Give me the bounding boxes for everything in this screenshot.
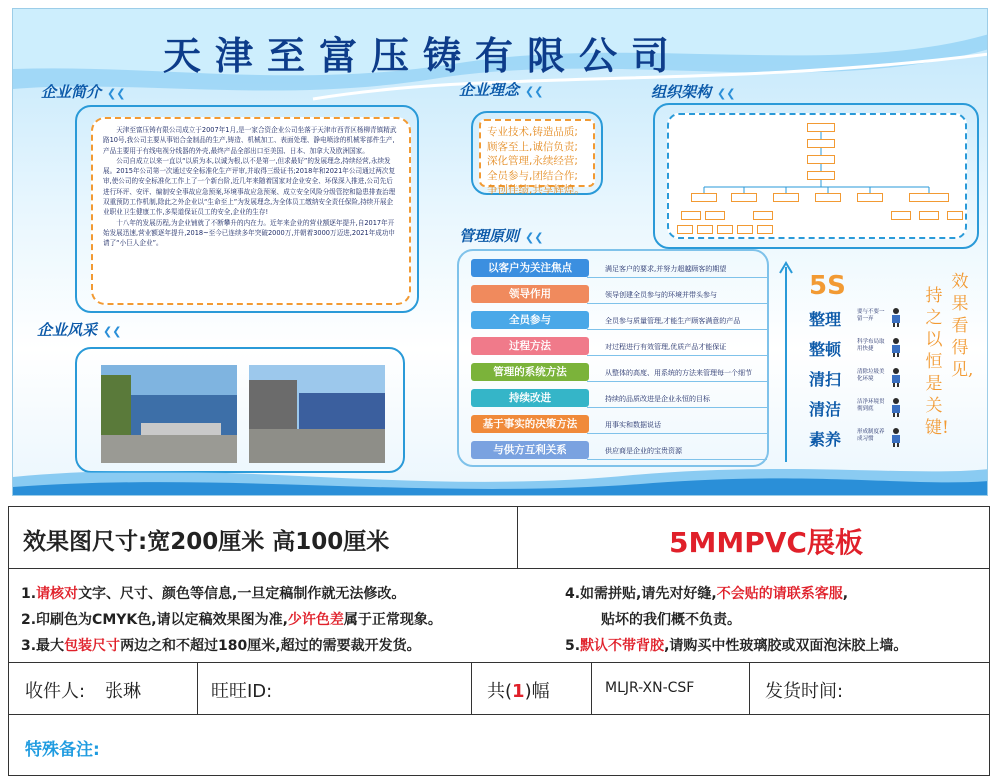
- fives-item-name: 清扫: [809, 370, 842, 389]
- footer-wave: [13, 457, 988, 496]
- fives-item-name: 素养: [809, 430, 842, 449]
- note-2: 2.印刷色为CMYK色,请以定稿效果图为准,少许色差属于正常现象。: [21, 612, 442, 628]
- size-text: 效果图尺寸:宽200厘米 高100厘米: [23, 529, 390, 555]
- principle-underline: [587, 303, 767, 304]
- divider: [749, 663, 750, 715]
- fives-item-desc: 要与不要一留一弃: [857, 309, 885, 322]
- slogan-right: 效果看得见,: [951, 272, 974, 380]
- principles-frame: [457, 249, 769, 467]
- principle-desc: 从整体的高度、用系统的方法来管理每一个细节: [605, 369, 752, 377]
- copies: 共(1)幅: [487, 681, 550, 702]
- principle-label: 基于事实的决策方法: [471, 415, 589, 433]
- principle-label: 领导作用: [471, 285, 589, 303]
- philosophy-line: 争创佳绩,共享辉煌。: [487, 184, 585, 196]
- recipient-value: 张琳: [105, 681, 141, 702]
- material-text: 5MMPVC展板: [669, 526, 863, 559]
- note-5: 5.默认不带背胶,请购买中性玻璃胶或双面泡沫胶上墙。: [565, 638, 908, 654]
- principle-underline: [587, 277, 767, 278]
- philosophy-line: 深化管理,永续经营;: [487, 155, 578, 167]
- principle-desc: 持续的品质改进是企业永恒的目标: [605, 395, 710, 403]
- fives-item-desc: 清除垃圾美化环境: [857, 369, 885, 382]
- principle-label: 持续改进: [471, 389, 589, 407]
- fives-title: 5S: [809, 271, 846, 301]
- principle-underline: [587, 381, 767, 382]
- principle-underline: [587, 433, 767, 434]
- wangwang-label: 旺旺ID:: [211, 681, 273, 702]
- philosophy-line: 专业技术,铸造品质;: [487, 126, 578, 138]
- factory-photo-2: [249, 365, 385, 463]
- worker-icon: [889, 427, 903, 447]
- fives-item-desc: 洁净环境贯彻到底: [857, 399, 885, 412]
- notes-block: [9, 569, 989, 663]
- company-title: 天津至富压铸有限公司: [163, 33, 684, 78]
- principle-desc: 用事实和数据说话: [605, 421, 661, 429]
- fives-item-name: 整理: [809, 310, 842, 329]
- fives-item-name: 整顿: [809, 340, 842, 359]
- philosophy-box: [479, 119, 595, 196]
- principle-label: 管理的系统方法: [471, 363, 589, 381]
- divider: [471, 663, 472, 715]
- principle-underline: [587, 355, 767, 356]
- principle-label: 全员参与: [471, 311, 589, 329]
- section-philosophy-title: 企业理念 ❮❮: [459, 81, 544, 99]
- worker-icon: [889, 397, 903, 417]
- worker-icon: [889, 337, 903, 357]
- section-intro-title: 企业简介 ❮❮: [41, 83, 126, 101]
- principle-desc: 供应商是企业的宝贵资源: [605, 447, 682, 455]
- display-board: [12, 8, 988, 496]
- principle-underline: [587, 329, 767, 330]
- org-connectors: [669, 115, 969, 241]
- philosophy-line: 顾客至上,诚信负责;: [487, 140, 578, 153]
- slogan-left: 持之以恒是关键!: [925, 286, 949, 438]
- fives-item-desc: 形成制度养成习惯: [857, 429, 885, 442]
- note-3: 3.最大包装尺寸两边之和不超过180厘米,超过的需要裁开发货。: [21, 638, 421, 654]
- principle-label: 以客户为关注焦点: [471, 259, 589, 277]
- principle-desc: 全员参与质量管理,才能生产顾客满意的产品: [605, 317, 741, 325]
- principle-label: 与供方互利关系: [471, 441, 589, 459]
- factory-photo-1: [101, 365, 237, 463]
- note-4-cont: 贴坏的我们概不负责。: [601, 612, 741, 628]
- fives-item-desc: 科学布局取用快捷: [857, 339, 885, 352]
- fives-item-name: 清洁: [809, 400, 842, 419]
- worker-icon: [889, 307, 903, 327]
- principle-desc: 领导创建全员参与的环境并带头参与: [605, 291, 717, 299]
- order-info: [8, 506, 990, 776]
- ship-time-label: 发货时间:: [765, 681, 844, 702]
- divider: [197, 663, 198, 715]
- arrow-up-icon: [777, 257, 795, 467]
- principle-underline: [587, 407, 767, 408]
- section-org-title: 组织架构 ❮❮: [651, 83, 736, 101]
- section-style-title: 企业风采 ❮❮: [37, 321, 122, 339]
- section-principles-title: 管理原则 ❮❮: [459, 227, 544, 245]
- recipient-label: 收件人:: [25, 681, 86, 702]
- size-row: [9, 507, 989, 569]
- worker-icon: [889, 367, 903, 387]
- remark-label: 特殊备注:: [25, 740, 100, 760]
- divider: [591, 663, 592, 715]
- shipping-row: [9, 663, 989, 715]
- note-1: 1.请核对文字、尺寸、颜色等信息,一旦定稿制作就无法修改。: [21, 586, 406, 602]
- principle-desc: 满足客户的要求,并努力超越顾客的期望: [605, 265, 727, 273]
- principle-desc: 对过程进行有效管理,优质产品才能保证: [605, 343, 727, 351]
- org-chart: [667, 113, 967, 239]
- philosophy-line: 全员参与,团结合作;: [487, 169, 578, 182]
- note-4: 4.如需拼贴,请先对好缝,不会贴的请联系客服,: [565, 586, 849, 602]
- divider: [517, 507, 518, 569]
- intro-text: 天津至富压铸有限公司成立于2007年1月,是一家合资企业公司坐落于天津市西青区杨柳青镇精武路10号,我公司主要从事铝合金制品的生产,铸造、机械加工、表面处理、静电喷涂的机械零部件生产,产品主要用于有线电视分线器的外壳,最终产品全部出口至美国、日本、加拿大及欧洲国家。 公司自成立以来一直以“以质为本,以诚为根,以不是第一,但求最好”的发展理念,持续经营,永续发展。2015年公司第一次通过安全标准化生产评审,并取得三级证书;2018年和2021年公司通过两次复审,使公司的安全标准化工作上了一个新台阶,近几年来随着国家对企业安全、环保深入推进,公司先后进行环评、安评、编制安全事故应急预案,环境事故应急预案、成立安全风险分级管控和隐患排查治理双重预防工作机制,除此之外企业以“生命至上”为发展理念,为全体员工缴纳安全责任保险,持续开展企业职业卫生健康工作,多渠道保证员工的安全,企业的生存! 十八年的发展历程,为企业铺就了不断攀升的内在力。近年来企业的营业额逐年提升,自2017年开始发展迅速,营业额逐年提升,2018~至今已连续多年突破2000万,并朝着3000万迈进,2021年成功申请了“小巨人企业”。: [91, 117, 411, 305]
- principle-label: 过程方法: [471, 337, 589, 355]
- product-code: MLJR-XN-CSF: [605, 680, 695, 696]
